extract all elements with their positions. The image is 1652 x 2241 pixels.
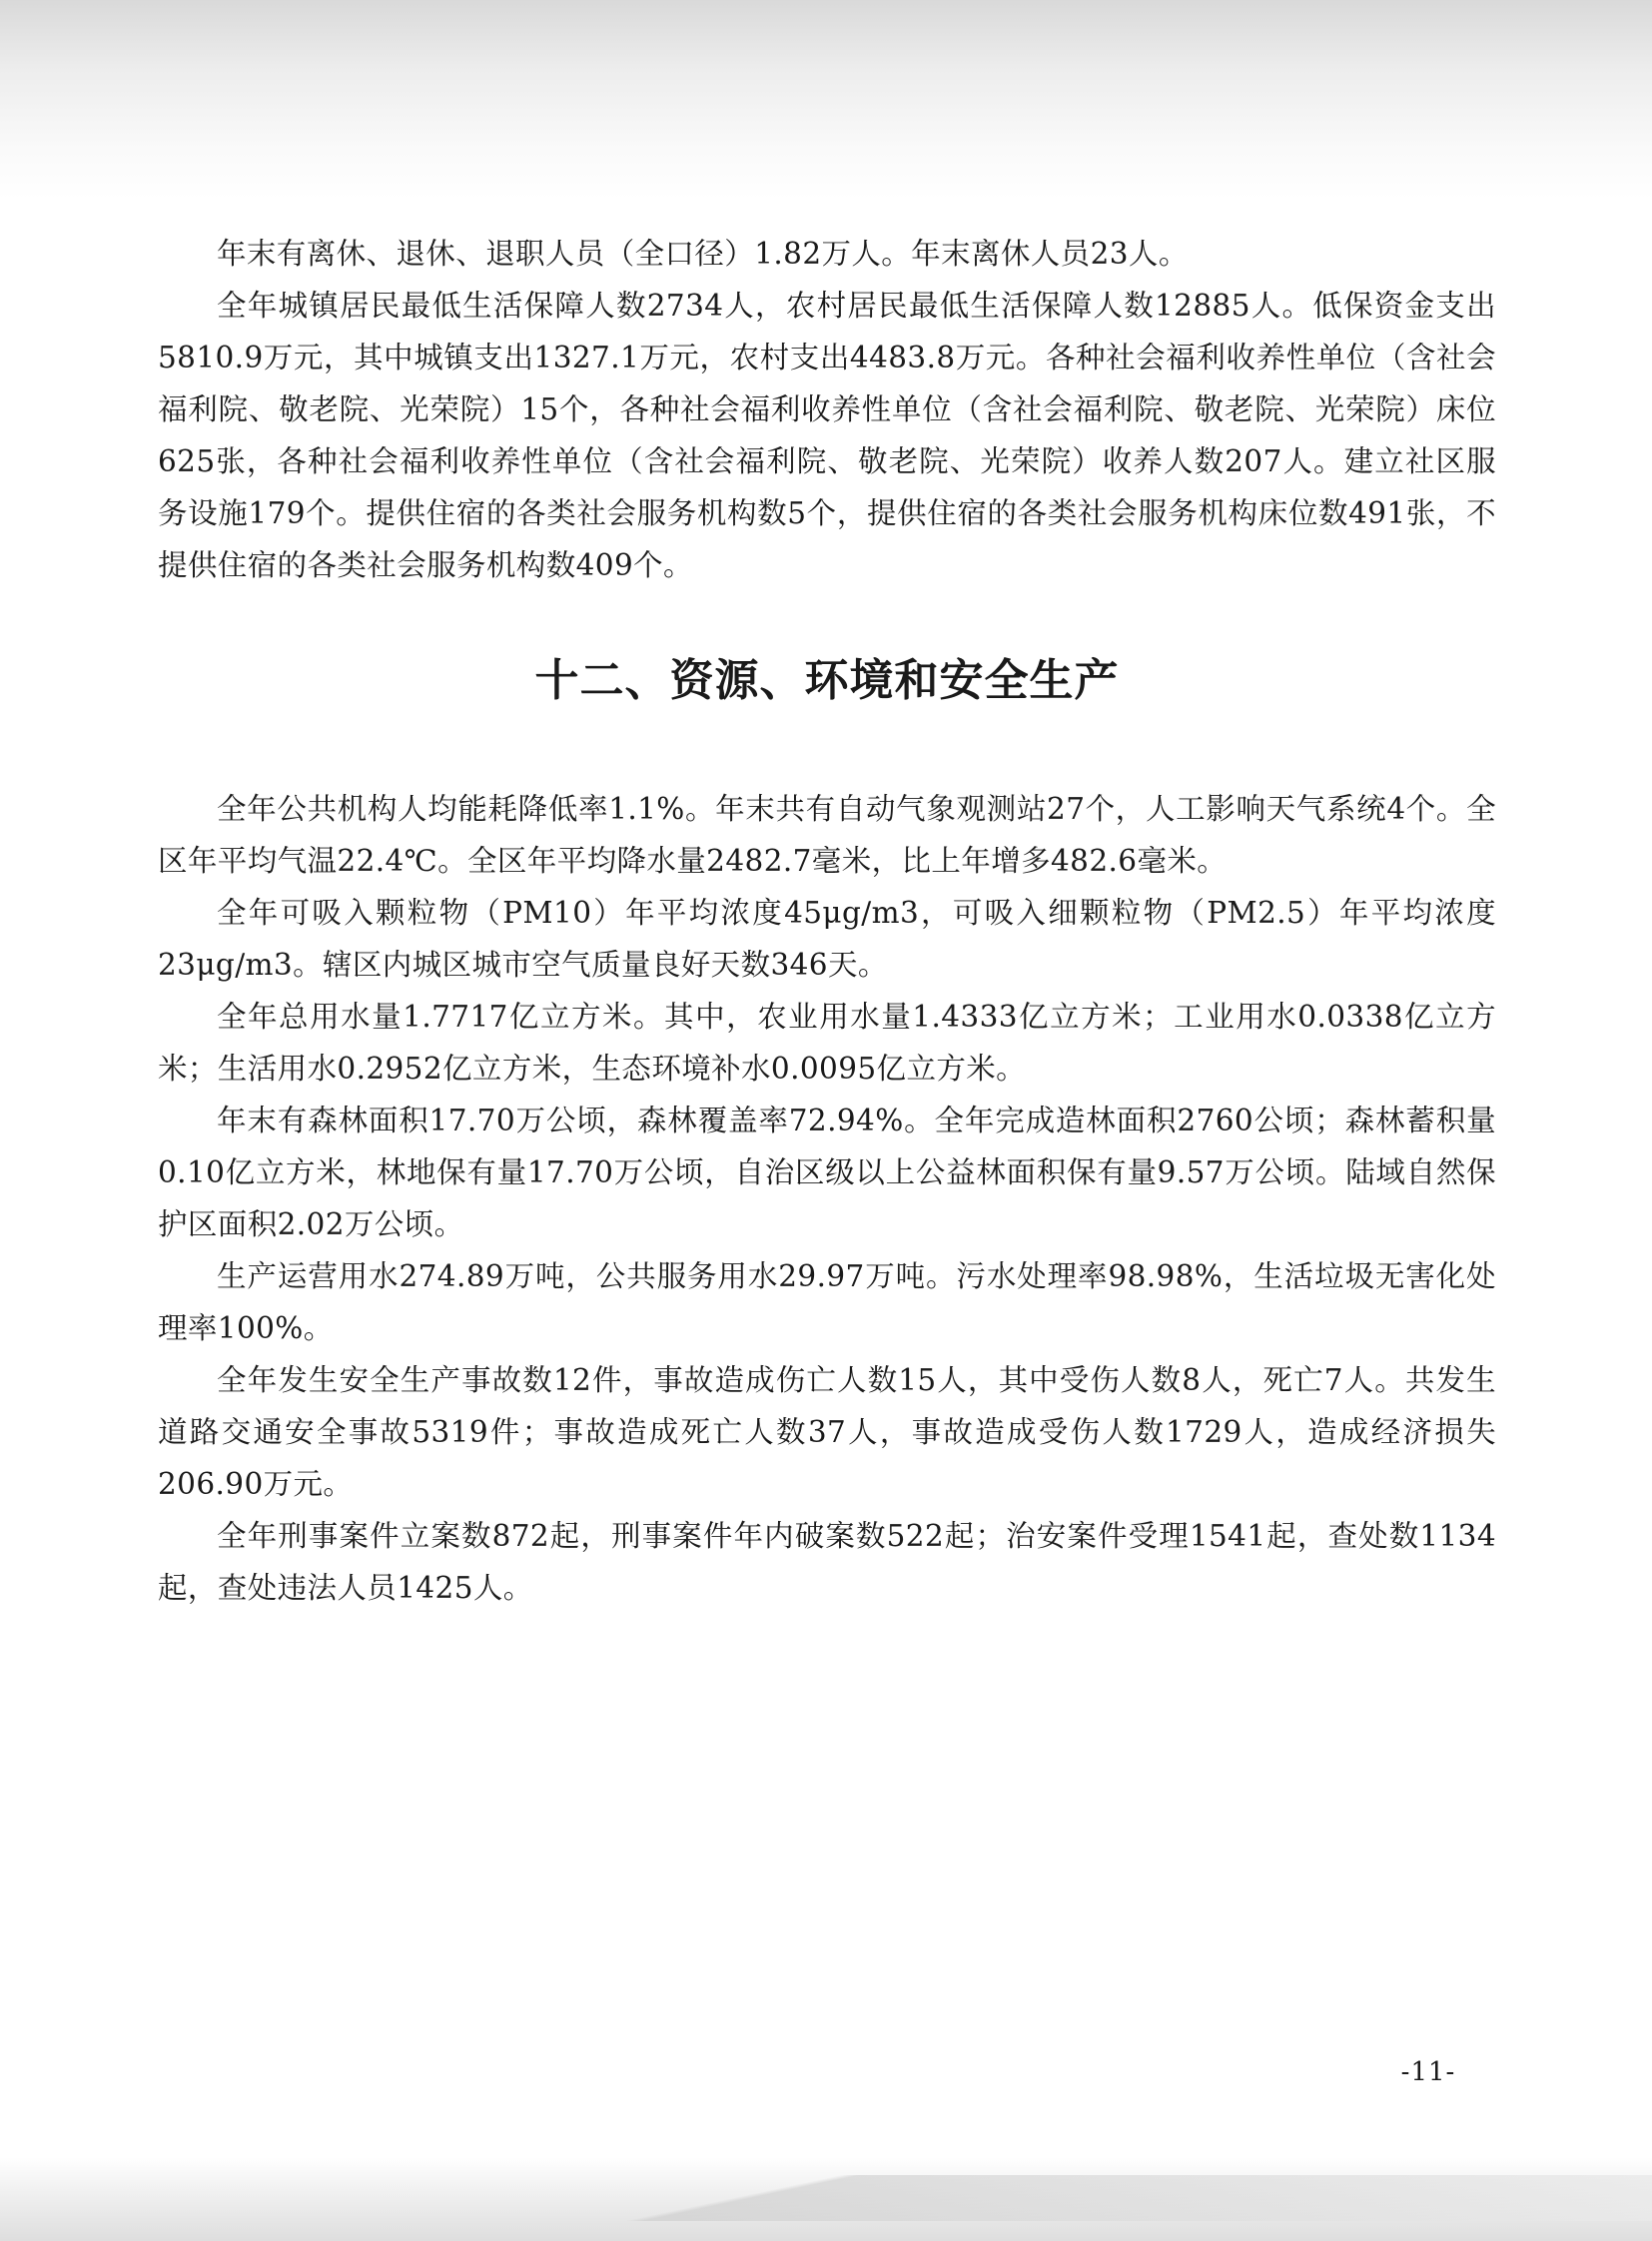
paragraph-utilities: 生产运营用水274.89万吨，公共服务用水29.97万吨。污水处理率98.98%，生活垃圾无害化处理率100%。 [158, 1259, 1496, 1345]
paragraph-energy-weather: 全年公共机构人均能耗降低率1.1%。年末共有自动气象观测站27个，人工影响天气系统4个。全区年平均气温22.4℃。全区年平均降水量2482.7毫米，比上年增多482.6毫米。 [158, 792, 1496, 878]
paragraph-forest: 年末有森林面积17.70万公顷，森林覆盖率72.94%。全年完成造林面积2760公顷；森林蓄积量0.10亿立方米，林地保有量17.70万公顷，自治区级以上公益林面积保有量9.57万公顷。陆域自然保护区面积2.02万公顷。 [158, 1104, 1496, 1241]
paragraph-retirees: 年末有离休、退休、退职人员（全口径）1.82万人。年末离休人员23人。 [217, 237, 1189, 271]
section-title: 十二、资源、环境和安全生产 [534, 655, 1120, 706]
page-number: -11- [1400, 2057, 1456, 2087]
page-bottom-band [0, 2175, 1652, 2221]
paragraph-social-welfare: 全年城镇居民最低生活保障人数2734人，农村居民最低生活保障人数12885人。低保资金支出5810.9万元，其中城镇支出1327.1万元，农村支出4483.8万元。各种社会福利收养性单位（含社会福利院、敬老院、光荣院）15个，各种社会福利收养性单位（含社会福利院、敬老院、光荣院）床位625张，各种社会福利收养性单位（含社会福利院、敬老院、光荣院）收养人数207人。建立社区服务设施179个。提供住宿的各类社会服务机构数5个，提供住宿的各类社会服务机构床位数491张，不提供住宿的各类社会服务机构数409个。 [158, 289, 1496, 582]
document-body [158, 228, 1496, 1614]
page-top-shading [0, 0, 1652, 200]
paragraph-public-security: 全年刑事案件立案数872起，刑事案件年内破案数522起；治安案件受理1541起，查处数1134起，查处违法人员1425人。 [158, 1519, 1496, 1605]
paragraph-safety-accidents: 全年发生安全生产事故数12件，事故造成伤亡人数15人，其中受伤人数8人，死亡7人。共发生道路交通安全事故5319件；事故造成死亡人数37人，事故造成受伤人数1729人，造成经济损失206.90万元。 [158, 1363, 1496, 1501]
paragraph-water-use: 全年总用水量1.7717亿立方米。其中，农业用水量1.4333亿立方米；工业用水0.0338亿立方米；生活用水0.2952亿立方米，生态环境补水0.0095亿立方米。 [158, 1000, 1496, 1086]
paragraph-air-quality: 全年可吸入颗粒物（PM10）年平均浓度45μg/m3，可吸入细颗粒物（PM2.5）年平均浓度23μg/m3。辖区内城区城市空气质量良好天数346天。 [158, 896, 1496, 982]
